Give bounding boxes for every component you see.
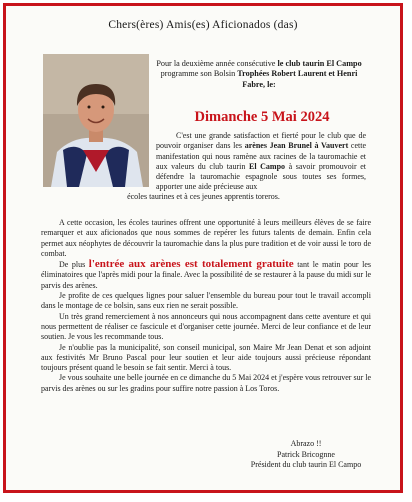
para3-prefix: De plus xyxy=(59,260,86,270)
paragraph-sponsors: Un très grand remerciement à nos annonceurs qui nous accompagnent dans cette aventure et qui nous permettent de réaliser ce fascicule et d'organiser cette journée. Merci de leur confiance et de leur soutien. Je vous les recommande tous. xyxy=(41,311,371,342)
paragraph-municipality: Je n'oublie pas la municipalité, son conseil municipal, son Maire Mr Jean Denat et son adjoint aux festivités Mr Bruno Pascal pour leur soutien et leur aide toujours aussi précieuse répondant toujours présent quand le besoin se fait sentir. Merci à tous. xyxy=(41,342,371,373)
paragraph-satisfaction xyxy=(156,131,366,193)
para1-club: El Campo xyxy=(249,161,286,171)
president-photo xyxy=(43,54,149,187)
para1-text-c: à savoir promouvoir et défendre la tauromachie espagnole sous toutes ses formes, apporter une aide précieuse aux xyxy=(156,161,367,192)
paragraph-occasion: A cette occasion, les écoles taurines offrent une opportunité à leurs meilleurs élèves de se faire remarquer et aux aficionados que nous sommes de repérer les futurs talents de demain. Enfin cela permet aux néophytes de découvrir la tauromachie dans la plus pure tradition et de voir aussi le toro de combat. xyxy=(41,218,371,258)
intro-club: le club taurin El Campo xyxy=(277,59,362,68)
paragraph-bureau: Je profite de ces quelques lignes pour saluer l'ensemble du bureau pour tout le travail accompli dans le montage de ce bolsin, sans eux rien ne serait possible. xyxy=(41,291,371,311)
document-frame xyxy=(3,3,403,493)
intro-line1: Pour la deuxième année consécutive xyxy=(156,59,276,68)
intro-line2: programme son Bolsin xyxy=(160,69,236,79)
para1-arenas: arènes Jean Brunel à Vauvert xyxy=(244,141,349,151)
letter-greeting: Chers(ères) Amis(es) Aficionados (das) xyxy=(108,19,298,31)
paragraph-satisfaction-continued: écoles taurines et à ces jeunes apprentis toreros. xyxy=(127,192,280,201)
signature-block xyxy=(236,439,376,471)
intro-trophies: Trophées Robert Laurent et Henri Fabre, le: xyxy=(237,69,358,89)
event-date: Dimanche 5 Mai 2024 xyxy=(194,109,330,125)
free-entry-highlight: l'entrée aux arènes est totalement gratuite xyxy=(88,258,294,271)
signature-closing: Abrazo !! xyxy=(290,439,322,448)
intro-paragraph xyxy=(154,59,364,90)
signature-title: Président du club taurin El Campo xyxy=(250,460,362,469)
paragraph-free-entry xyxy=(41,259,371,291)
para1-text-a: C'est une grande satisfaction et fierté pour le club que de pouvoir organiser dans les xyxy=(156,131,366,151)
letter-body xyxy=(41,218,371,394)
para1-text-b: cette manifestation qui nous ramène aux racines de la tauromachie et aux valeurs du club taurin xyxy=(156,141,367,171)
signature-name: Patrick Bricognne xyxy=(277,449,335,459)
portrait-image xyxy=(43,54,149,187)
paragraph-wishes: Je vous souhaite une belle journée en ce dimanche du 5 Mai 2024 et j'espère vous retrouver sur le parvis des arènes ou sur les gradins pour suffire notre passion à Los Toros. xyxy=(41,373,372,393)
para3-suffix: tant le matin pour les éliminatoires que l'après midi pour la finale. Avec la possibilité de se restaurer à la pause du midi sur le parvis des arènes. xyxy=(41,260,371,290)
